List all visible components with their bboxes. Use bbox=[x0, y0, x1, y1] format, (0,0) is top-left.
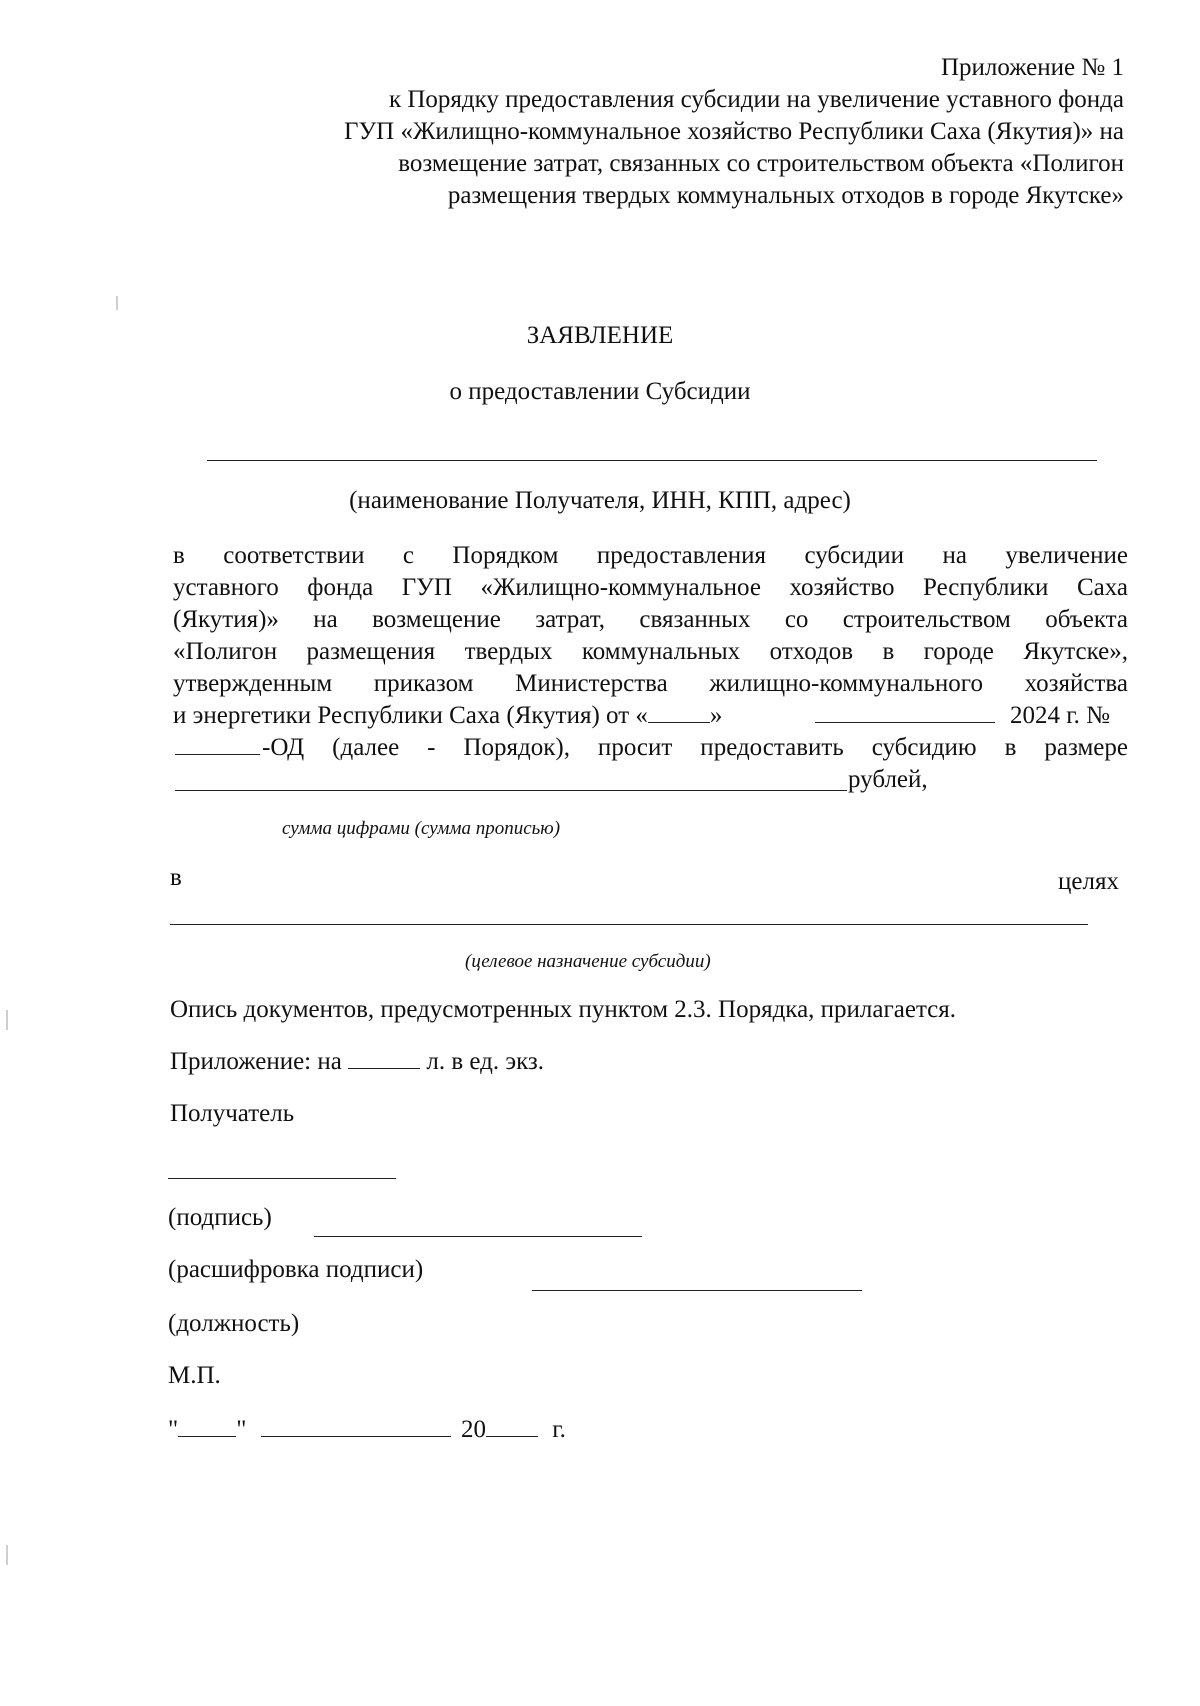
subsidy-amount-field[interactable] bbox=[175, 790, 847, 791]
header-line: возмещение затрат, связанных со строительством объекта «Полигон bbox=[398, 150, 1124, 177]
signing-date-line bbox=[168, 1416, 566, 1444]
document-subtitle: о предоставлении Субсидии bbox=[449, 378, 751, 405]
header-line-appendix: Приложение № 1 bbox=[940, 54, 1124, 81]
signing-year-field[interactable] bbox=[486, 1416, 538, 1437]
attachment-line bbox=[170, 1048, 544, 1076]
body-line-part: » bbox=[709, 702, 723, 729]
recipient-caption: (наименование Получателя, ИНН, КПП, адрес) bbox=[349, 487, 851, 514]
body-line: «Полигон размещения твердых коммунальных отходов в городе Якутске», bbox=[173, 638, 1128, 665]
position-label: (должность) bbox=[168, 1310, 300, 1337]
attachment-label: Приложение: на bbox=[170, 1048, 342, 1075]
header-line: размещения твердых коммунальных отходов в городе Якутске» bbox=[447, 182, 1124, 209]
year-suffix: г. bbox=[552, 1416, 566, 1443]
inventory-text: Опись документов, предусмотренных пунктом 2.3. Порядка, прилагается. bbox=[170, 996, 957, 1023]
scan-margin-mark bbox=[6, 1545, 8, 1565]
signing-month-field[interactable] bbox=[261, 1416, 451, 1437]
recipient-signature-line[interactable] bbox=[168, 1178, 396, 1179]
header-line: ГУП «Жилищно-коммунальное хозяйство Республики Саха (Якутия)» на bbox=[344, 118, 1124, 145]
scan-margin-mark bbox=[116, 296, 118, 310]
order-year-text: 2024 г. № bbox=[1010, 702, 1111, 729]
date-quote-open: " bbox=[168, 1416, 179, 1443]
year-prefix: 20 bbox=[460, 1416, 486, 1443]
order-month-field[interactable] bbox=[815, 722, 995, 723]
sum-caption: сумма цифрами (сумма прописью) bbox=[282, 818, 561, 839]
attachment-pages-field[interactable] bbox=[348, 1048, 420, 1069]
body-line: утвержденным приказом Министерства жилищно-коммунального хозяйства bbox=[173, 670, 1128, 697]
attachment-suffix: л. в ед. экз. bbox=[426, 1048, 545, 1075]
purpose-suffix: целях bbox=[1058, 868, 1119, 895]
date-quote-close: " bbox=[236, 1416, 247, 1443]
document-title: ЗАЯВЛЕНИЕ bbox=[526, 322, 674, 349]
purpose-caption: (целевое назначение субсидии) bbox=[465, 951, 711, 972]
body-line: (Якутия)» на возмещение затрат, связанных со строительством объекта bbox=[173, 606, 1128, 633]
purpose-prefix: в bbox=[170, 864, 182, 891]
body-line: уставного фонда ГУП «Жилищно-коммунальное хозяйство Республики Саха bbox=[173, 574, 1128, 601]
body-line: -ОД (далее - Порядок), просит предоставить субсидию в размере bbox=[262, 734, 1128, 761]
order-date-line bbox=[173, 700, 1128, 732]
stamp-label: М.П. bbox=[168, 1362, 221, 1389]
decoding-field[interactable] bbox=[532, 1290, 862, 1291]
header-line: к Порядку предоставления субсидии на увеличение уставного фонда bbox=[388, 86, 1124, 113]
body-line: в соответствии с Порядком предоставления субсидии на увеличение bbox=[173, 542, 1128, 569]
decoding-label: (расшифровка подписи) bbox=[168, 1256, 424, 1283]
recipient-field-line[interactable] bbox=[207, 460, 1097, 461]
purpose-field-line[interactable] bbox=[170, 924, 1088, 925]
order-number-field[interactable] bbox=[175, 754, 260, 755]
body-line-part: и энергетики Республики Саха (Якутия) от « bbox=[173, 702, 648, 729]
signature-field[interactable] bbox=[314, 1236, 642, 1237]
scan-margin-mark bbox=[6, 1010, 8, 1030]
signature-label: (подпись) bbox=[168, 1204, 272, 1231]
signing-day-field[interactable] bbox=[178, 1416, 236, 1437]
recipient-label: Получатель bbox=[170, 1100, 295, 1127]
rubles-label: рублей, bbox=[848, 766, 928, 793]
order-day-field[interactable] bbox=[648, 702, 710, 723]
